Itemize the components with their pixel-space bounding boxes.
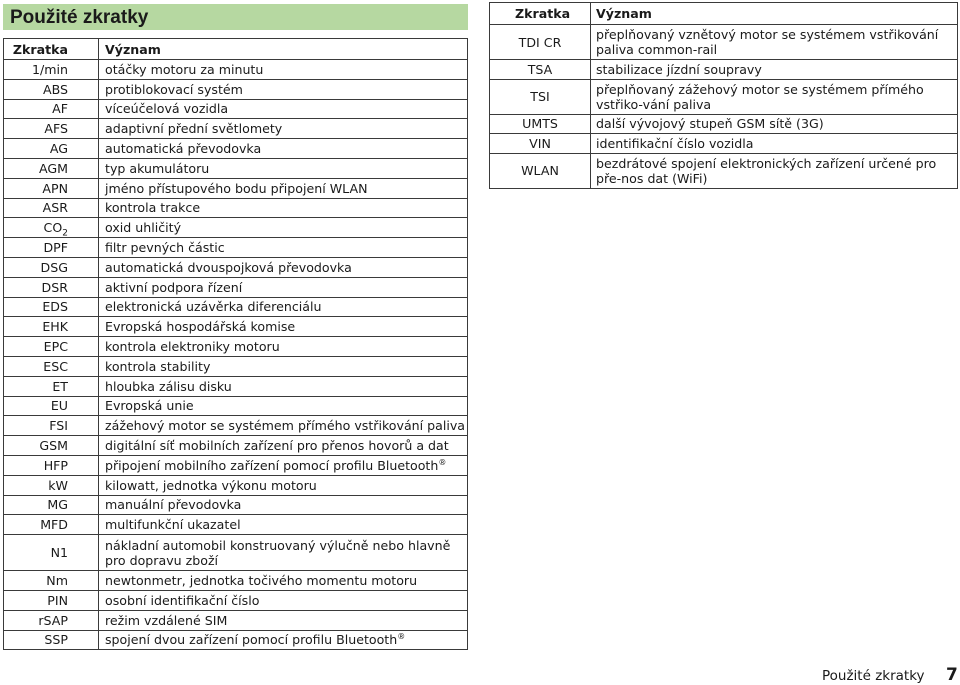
table-row (4, 535, 468, 571)
table-row (4, 178, 468, 198)
abbreviation-cell (490, 153, 591, 188)
meaning-cell (99, 158, 468, 178)
abbreviation-cell (4, 610, 99, 630)
meaning-cell (99, 277, 468, 297)
abbreviation-cell (4, 630, 99, 650)
table-row (4, 238, 468, 258)
registered-trademark-mark: ® (397, 632, 406, 642)
meaning-cell (99, 317, 468, 337)
abbreviation-text: TSI (530, 89, 550, 104)
meaning-cell (99, 475, 468, 495)
abbreviation-cell (490, 134, 591, 154)
abbreviation-text: rSAP (38, 612, 68, 628)
meaning-text: přeplňovaný zážehový motor se systémem přímého vstřiko-vání paliva (596, 81, 924, 112)
abbreviation-cell (4, 475, 99, 495)
table-row (4, 571, 468, 591)
meaning-text: bezdrátové spojení elektronických zařízení určené pro pře-nos dat (WiFi) (596, 155, 937, 186)
meaning-text: další vývojový stupeň GSM sítě (3G) (596, 116, 824, 132)
abbreviation-text: MG (47, 497, 68, 513)
meaning-text: Evropská hospodářská komise (105, 319, 296, 335)
meaning-cell (591, 134, 958, 154)
meaning-text: manuální převodovka (105, 497, 242, 513)
meaning-cell (99, 198, 468, 218)
meaning-cell (99, 178, 468, 198)
meaning-cell (99, 455, 468, 475)
abbreviation-text: EHK (42, 319, 68, 335)
registered-trademark-mark: ® (438, 457, 447, 467)
table-row (490, 25, 958, 60)
table-row (4, 198, 468, 218)
meaning-text: identifikační číslo vozidla (596, 135, 754, 151)
meaning-text: hloubka zálisu disku (105, 378, 232, 394)
meaning-cell (99, 590, 468, 610)
abbreviation-text: AG (49, 141, 68, 157)
abbreviation-text: MFD (40, 517, 68, 533)
table-row (4, 590, 468, 610)
abbreviation-text: Nm (46, 573, 68, 589)
abbreviation-cell (4, 218, 99, 238)
abbreviation-text: DSR (41, 279, 68, 295)
abbreviation-text: AF (52, 101, 68, 117)
meaning-text: digitální síť mobilních zařízení pro přenos hovorů a dat (105, 438, 449, 454)
meaning-cell (99, 495, 468, 515)
table-row (490, 114, 958, 134)
abbreviation-subscript: 2 (62, 228, 68, 239)
abbreviation-text: WLAN (521, 163, 559, 178)
meaning-cell (591, 153, 958, 188)
meaning-text: přeplňovaný vznětový motor se systémem vstřikování paliva common-rail (596, 27, 939, 57)
abbreviation-text: TDI CR (518, 34, 562, 50)
abbreviation-cell (4, 238, 99, 258)
meaning-cell (99, 356, 468, 376)
table-row (4, 99, 468, 119)
meaning-cell (99, 99, 468, 119)
meaning-cell (99, 297, 468, 317)
meaning-text: multifunkční ukazatel (105, 517, 241, 533)
abbreviation-cell (4, 158, 99, 178)
abbreviation-cell (4, 376, 99, 396)
abbreviation-cell (4, 60, 99, 80)
abbreviation-cell (490, 25, 591, 60)
column-header-meaning: Význam (591, 3, 958, 25)
abbreviation-text: SSP (44, 632, 68, 648)
abbreviation-text: kW (48, 477, 68, 493)
table-row (4, 218, 468, 238)
table-row (4, 277, 468, 297)
abbreviation-text: APN (42, 180, 68, 196)
table-row (4, 297, 468, 317)
meaning-text: připojení mobilního zařízení pomocí profilu Bluetooth (105, 457, 439, 473)
meaning-cell (99, 337, 468, 357)
abbreviation-cell (4, 139, 99, 159)
abbreviation-cell (4, 317, 99, 337)
meaning-text: elektronická uzávěrka diferenciálu (105, 299, 322, 315)
meaning-cell (591, 79, 958, 114)
table-row (4, 610, 468, 630)
column-header-abbreviation: Zkratka (4, 39, 99, 60)
table-row (4, 396, 468, 416)
abbreviation-cell (4, 178, 99, 198)
table-body (490, 25, 958, 189)
meaning-text: automatická dvouspojková převodovka (105, 259, 352, 275)
column-header-abbreviation: Zkratka (490, 3, 591, 25)
abbreviation-cell (490, 79, 591, 114)
meaning-cell (99, 257, 468, 277)
meaning-text: typ akumulátoru (105, 160, 210, 176)
table-row (490, 153, 958, 188)
page-title: Použité zkratky (3, 4, 468, 30)
abbreviation-cell (4, 590, 99, 610)
table-row (4, 630, 468, 650)
meaning-cell (99, 119, 468, 139)
table-row (4, 436, 468, 456)
meaning-text: adaptivní přední světlomety (105, 121, 283, 137)
meaning-cell (99, 610, 468, 630)
meaning-text: jméno přístupového bodu připojení WLAN (105, 180, 368, 196)
meaning-cell (99, 416, 468, 436)
meaning-text: osobní identifikační číslo (105, 592, 260, 608)
meaning-text: protiblokovací systém (105, 81, 243, 97)
abbreviation-text: AFS (44, 121, 68, 137)
abbreviation-text: EPC (43, 339, 68, 355)
abbreviation-text: FSI (49, 418, 68, 434)
abbreviation-cell (4, 99, 99, 119)
table-row (4, 376, 468, 396)
abbreviation-text: CO (43, 220, 63, 236)
abbreviation-text: DSG (40, 259, 68, 275)
meaning-text: oxid uhličitý (105, 220, 182, 236)
abbreviation-cell (490, 114, 591, 134)
meaning-cell (591, 114, 958, 134)
meaning-text: kontrola trakce (105, 200, 201, 216)
abbreviation-text: EDS (42, 299, 68, 315)
table-row (490, 60, 958, 80)
meaning-cell (591, 60, 958, 80)
abbreviation-cell (4, 257, 99, 277)
meaning-text: víceúčelová vozidla (105, 101, 229, 117)
table-header-row (4, 39, 468, 60)
abbreviation-text: 1/min (31, 61, 68, 77)
abbreviation-text: PIN (47, 592, 68, 608)
meaning-cell (99, 396, 468, 416)
meaning-cell (591, 25, 958, 60)
abbreviation-cell (4, 436, 99, 456)
table-row (4, 119, 468, 139)
meaning-text: zážehový motor se systémem přímého vstřikování paliva (105, 418, 466, 434)
abbreviation-text: N1 (50, 545, 68, 561)
table-row (4, 515, 468, 535)
meaning-text: filtr pevných částic (105, 240, 225, 256)
abbreviation-cell (4, 198, 99, 218)
abbreviations-table-right (489, 2, 958, 189)
abbreviation-cell (4, 535, 99, 571)
abbreviation-cell (4, 277, 99, 297)
meaning-cell (99, 376, 468, 396)
abbreviation-cell (4, 297, 99, 317)
meaning-text: stabilizace jízdní soupravy (596, 61, 762, 77)
table-row (490, 79, 958, 114)
abbreviation-cell (490, 60, 591, 80)
abbreviation-cell (4, 337, 99, 357)
meaning-text: kilowatt, jednotka výkonu motoru (105, 477, 317, 493)
meaning-text: kontrola stability (105, 358, 211, 374)
abbreviation-cell (4, 356, 99, 376)
abbreviation-text: VIN (529, 135, 551, 151)
abbreviation-text: ASR (42, 200, 68, 216)
table-row (4, 337, 468, 357)
column-header-meaning: Význam (99, 39, 468, 60)
abbreviations-table-left (3, 38, 468, 650)
abbreviation-text: GSM (39, 438, 68, 454)
abbreviation-text: TSA (527, 61, 553, 77)
meaning-text: kontrola elektroniky motoru (105, 339, 280, 355)
meaning-text: newtonmetr, jednotka točivého momentu motoru (105, 573, 418, 589)
meaning-cell (99, 238, 468, 258)
table-row (4, 158, 468, 178)
table-row (4, 475, 468, 495)
abbreviation-text: UMTS (522, 116, 558, 132)
meaning-cell (99, 60, 468, 80)
meaning-cell (99, 436, 468, 456)
abbreviation-cell (4, 79, 99, 99)
meaning-cell (99, 139, 468, 159)
meaning-text: spojení dvou zařízení pomocí profilu Bluetooth (105, 632, 398, 648)
meaning-text: Evropská unie (105, 398, 194, 414)
abbreviation-text: ESC (43, 358, 68, 374)
abbreviation-text: EU (50, 398, 68, 414)
meaning-text: nákladní automobil konstruovaný výlučně nebo hlavně pro dopravu zboží (105, 537, 451, 568)
table-row (4, 416, 468, 436)
table-row (4, 356, 468, 376)
abbreviation-cell (4, 495, 99, 515)
table-row (4, 317, 468, 337)
table-row (4, 495, 468, 515)
meaning-text: aktivní podpora řízení (105, 279, 243, 295)
abbreviation-text: DPF (43, 240, 68, 256)
meaning-cell (99, 515, 468, 535)
abbreviation-cell (4, 571, 99, 591)
abbreviation-text: ET (52, 378, 68, 394)
abbreviation-cell (4, 396, 99, 416)
table-row (4, 60, 468, 80)
abbreviation-cell (4, 416, 99, 436)
table-row (4, 257, 468, 277)
abbreviation-cell (4, 515, 99, 535)
meaning-cell (99, 79, 468, 99)
meaning-cell (99, 535, 468, 571)
meaning-cell (99, 630, 468, 650)
table-body (4, 60, 468, 650)
table-row (4, 139, 468, 159)
abbreviation-text: HFP (43, 457, 68, 473)
abbreviation-cell (4, 455, 99, 475)
table-row (490, 134, 958, 154)
abbreviation-cell (4, 119, 99, 139)
meaning-text: automatická převodovka (105, 141, 262, 157)
meaning-cell (99, 571, 468, 591)
page-number: 7 (946, 665, 958, 685)
meaning-cell (99, 218, 468, 238)
abbreviation-text: ABS (42, 81, 68, 97)
table-row (4, 455, 468, 475)
meaning-text: otáčky motoru za minutu (105, 61, 264, 77)
footer-section-title: Použité zkratky (822, 668, 925, 684)
abbreviation-text: AGM (38, 160, 68, 176)
meaning-text: režim vzdálené SIM (105, 612, 228, 628)
table-header-row (490, 3, 958, 25)
table-row (4, 79, 468, 99)
